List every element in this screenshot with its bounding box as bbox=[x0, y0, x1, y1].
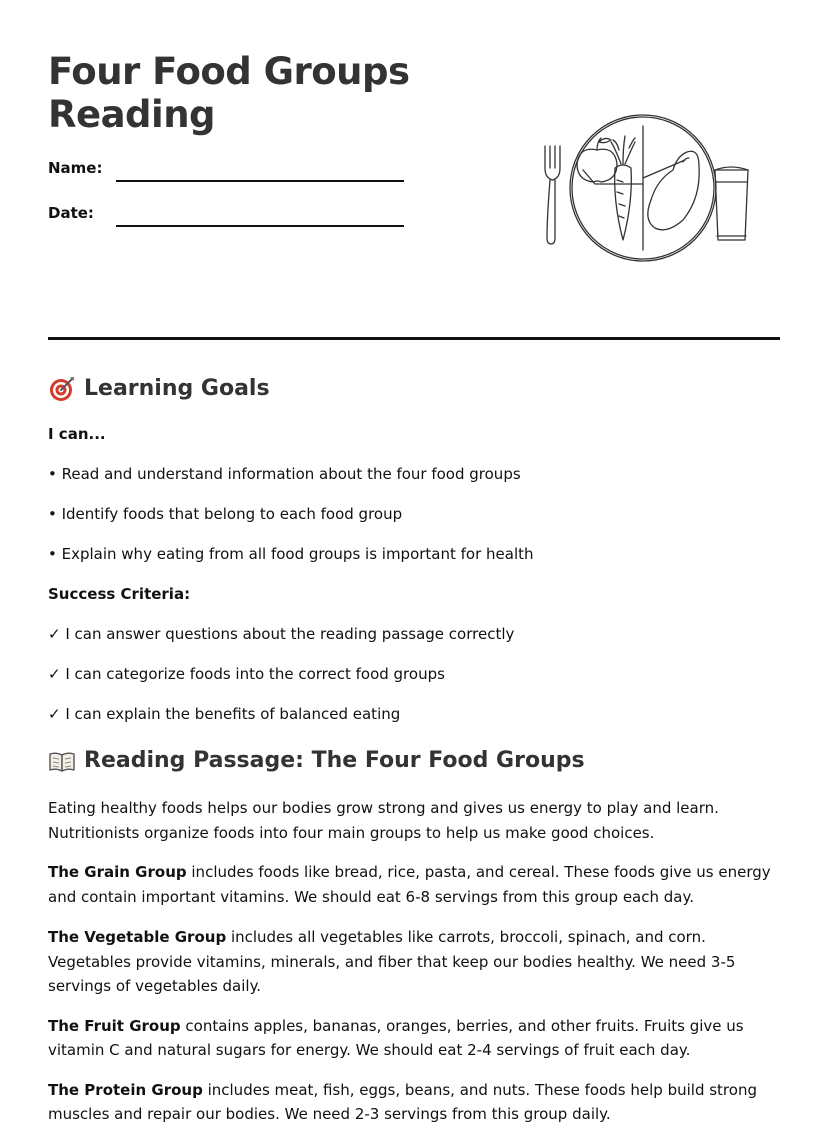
vegetable-group-name: The Vegetable Group bbox=[48, 928, 227, 946]
food-plate-illustration bbox=[535, 108, 755, 268]
title-line-2: Reading bbox=[48, 93, 216, 136]
goal-item-2: • Identify foods that belong to each food group bbox=[48, 505, 403, 523]
passage-grain-group bbox=[48, 860, 780, 909]
vegetable-group-text: includes all vegetables like carrots, broccoli, spinach, and corn. Vegetables provide vitamins, minerals, and fiber that keep our bodies healthy. We need 3-5 servings of vegetables daily. bbox=[48, 928, 736, 995]
goal-item-1: • Read and understand information about the four food groups bbox=[48, 465, 521, 483]
grain-group-name: The Grain Group bbox=[48, 863, 187, 881]
carrot-icon bbox=[611, 136, 635, 240]
passage-intro: Eating healthy foods helps our bodies grow strong and gives us energy to play and learn. Nutritionists organize foods into four main groups to help us make good choices. bbox=[48, 799, 719, 842]
date-field[interactable] bbox=[116, 225, 404, 227]
grain-group-text: includes foods like bread, rice, pasta, and cereal. These foods give us energy and contain important vitamins. We should eat 6-8 servings from this group each day. bbox=[48, 863, 771, 906]
open-book-icon bbox=[48, 747, 76, 775]
criteria-item-3: ✓ I can explain the benefits of balanced eating bbox=[48, 705, 401, 723]
protein-group-name: The Protein Group bbox=[48, 1080, 203, 1099]
fork-icon bbox=[545, 146, 560, 244]
glass-icon bbox=[715, 167, 748, 240]
goals-intro: I can... bbox=[48, 425, 106, 443]
learning-goals-title: Learning Goals bbox=[84, 376, 270, 401]
page-title bbox=[48, 50, 468, 136]
meat-icon bbox=[648, 151, 699, 230]
name-field[interactable] bbox=[116, 180, 404, 182]
name-label: Name: bbox=[48, 159, 103, 177]
reading-passage-title: Reading Passage: The Four Food Groups bbox=[84, 748, 585, 773]
fruit-group-text: contains apples, bananas, oranges, berries, and other fruits. Fruits give us vitamin C and natural sugars for energy. We should eat 2-4 servings of fruit each day. bbox=[48, 1016, 744, 1059]
worksheet-content bbox=[48, 374, 780, 1127]
success-criteria-heading: Success Criteria: bbox=[48, 585, 191, 603]
learning-goals-heading bbox=[48, 374, 780, 404]
apple-icon bbox=[577, 138, 617, 182]
passage-protein-group bbox=[48, 1078, 780, 1127]
passage-fruit-group bbox=[48, 1014, 780, 1063]
reading-passage-heading bbox=[48, 746, 780, 776]
goal-item-3: • Explain why eating from all food groups is important for health bbox=[48, 545, 534, 563]
protein-group-text: includes meat, fish, eggs, beans, and nuts. These foods help build strong muscles and repair our bodies. We need 2-3 servings from this group daily. bbox=[48, 1080, 757, 1123]
target-icon bbox=[48, 375, 76, 403]
criteria-item-1: ✓ I can answer questions about the reading passage correctly bbox=[48, 625, 515, 643]
date-label: Date: bbox=[48, 204, 94, 222]
passage-vegetable-group bbox=[48, 925, 780, 999]
title-line-1: Four Food Groups bbox=[48, 50, 410, 93]
criteria-item-2: ✓ I can categorize foods into the correct food groups bbox=[48, 665, 445, 683]
header-divider bbox=[48, 337, 780, 340]
fruit-group-name: The Fruit Group bbox=[48, 1016, 181, 1035]
